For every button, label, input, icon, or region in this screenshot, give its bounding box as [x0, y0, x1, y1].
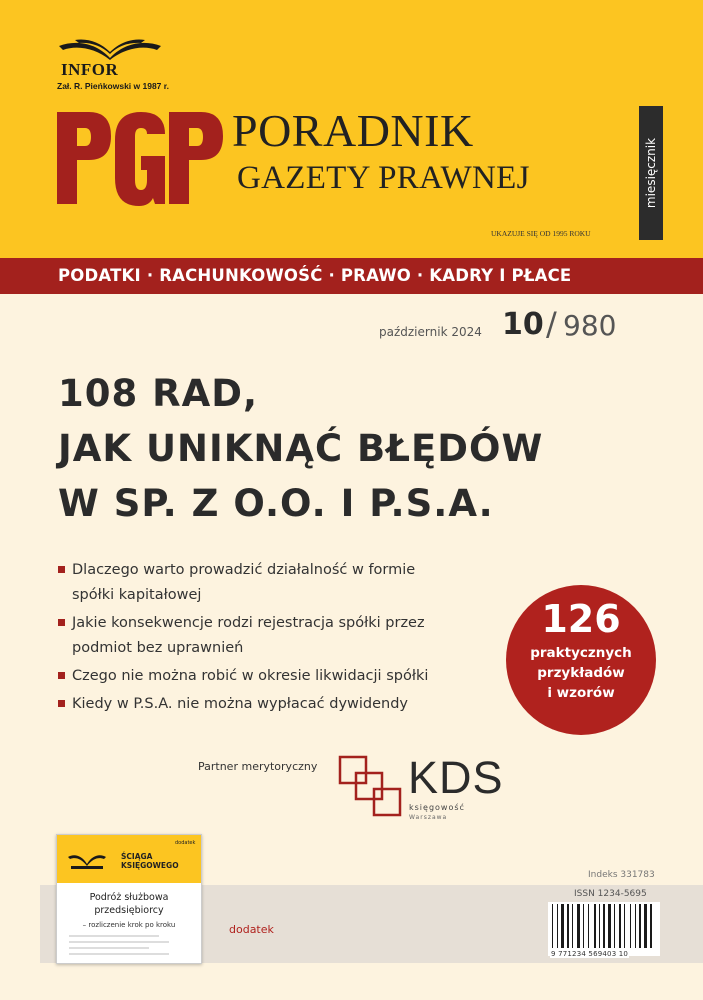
- cover-header: [0, 0, 703, 258]
- infor-name: INFOR: [61, 60, 119, 79]
- infor-logo: [55, 36, 175, 91]
- badge-line1: praktycznych: [530, 645, 632, 661]
- examples-badge: [506, 585, 656, 735]
- badge-line2: przykładów: [537, 665, 625, 681]
- cover-headline: [58, 366, 543, 531]
- badge-text: [506, 643, 656, 703]
- bullet-item: Czego nie można robić w okresie likwidacji spółki: [58, 664, 458, 689]
- kds-subtitle: księgowość: [409, 803, 465, 812]
- kds-squares-icon: [338, 755, 408, 825]
- brand-title-line1: PORADNIK: [232, 105, 474, 156]
- category-list: PODATKI · RACHUNKOWOŚĆ · PRAWO · KADRY I PŁACE: [58, 266, 572, 285]
- infor-book-icon: [55, 36, 165, 62]
- supplement-logo-icon: [67, 850, 107, 870]
- placeholder-line: [69, 935, 159, 937]
- brand-since: UKAZUJE SIĘ OD 1995 ROKU: [491, 229, 591, 238]
- bullet-list: [58, 558, 458, 720]
- index-number: Indeks 331783: [588, 870, 655, 880]
- partner-label: Partner merytoryczny: [198, 760, 318, 773]
- issn-number: ISSN 1234-5695: [574, 889, 647, 899]
- issue-total: 980: [563, 309, 617, 342]
- pgp-logo-icon: [55, 106, 225, 216]
- barcode-digits: 9 771234 569403 10: [551, 950, 629, 958]
- bullet-item: Kiedy w P.S.A. nie można wypłacać dywidendy: [58, 692, 458, 717]
- badge-line3: i wzorów: [547, 685, 615, 701]
- supplement-tag: dodatek: [175, 840, 196, 846]
- headline-line2: JAK UNIKNĄĆ BŁĘDÓW: [58, 427, 544, 470]
- issue-date: październik 2024: [379, 325, 482, 339]
- infor-founder: Zał. R. Pieńkowski w 1987 r.: [57, 81, 169, 91]
- frequency-label: miesięcznik: [644, 137, 658, 209]
- frequency-tab: [639, 106, 663, 240]
- bullet-item: Jakie konsekwencje rodzi rejestracja spółki przez podmiot bez uprawnień: [58, 611, 458, 661]
- barcode-icon: [548, 902, 660, 956]
- supplement-header: [57, 835, 201, 883]
- placeholder-line: [69, 953, 169, 955]
- category-bar: [0, 258, 703, 294]
- placeholder-line: [69, 947, 149, 949]
- brand-title-line2: GAZETY PRAWNEJ: [237, 160, 530, 196]
- supplement-label: dodatek: [229, 923, 274, 936]
- supplement-title: Podróż służbowa przedsiębiorcy: [89, 892, 169, 916]
- kds-city: Warszawa: [409, 814, 448, 821]
- headline-line1: 108 RAD,: [58, 372, 259, 415]
- supplement-thumbnail: [56, 834, 202, 964]
- bullet-item: Dlaczego warto prowadzić działalność w formie spółki kapitałowej: [58, 558, 458, 608]
- headline-line3: W SP. Z O.O. I P.S.A.: [58, 482, 494, 525]
- supplement-series: ŚCIĄGA KSIĘGOWEGO: [121, 852, 179, 870]
- badge-number: 126: [541, 597, 621, 641]
- supplement-subtitle: – rozliczenie krok po kroku: [82, 921, 176, 929]
- placeholder-line: [69, 941, 169, 943]
- kds-logo-text: KDS: [408, 752, 504, 803]
- issue-number: 10: [502, 307, 544, 342]
- issue-slash: /: [546, 305, 557, 343]
